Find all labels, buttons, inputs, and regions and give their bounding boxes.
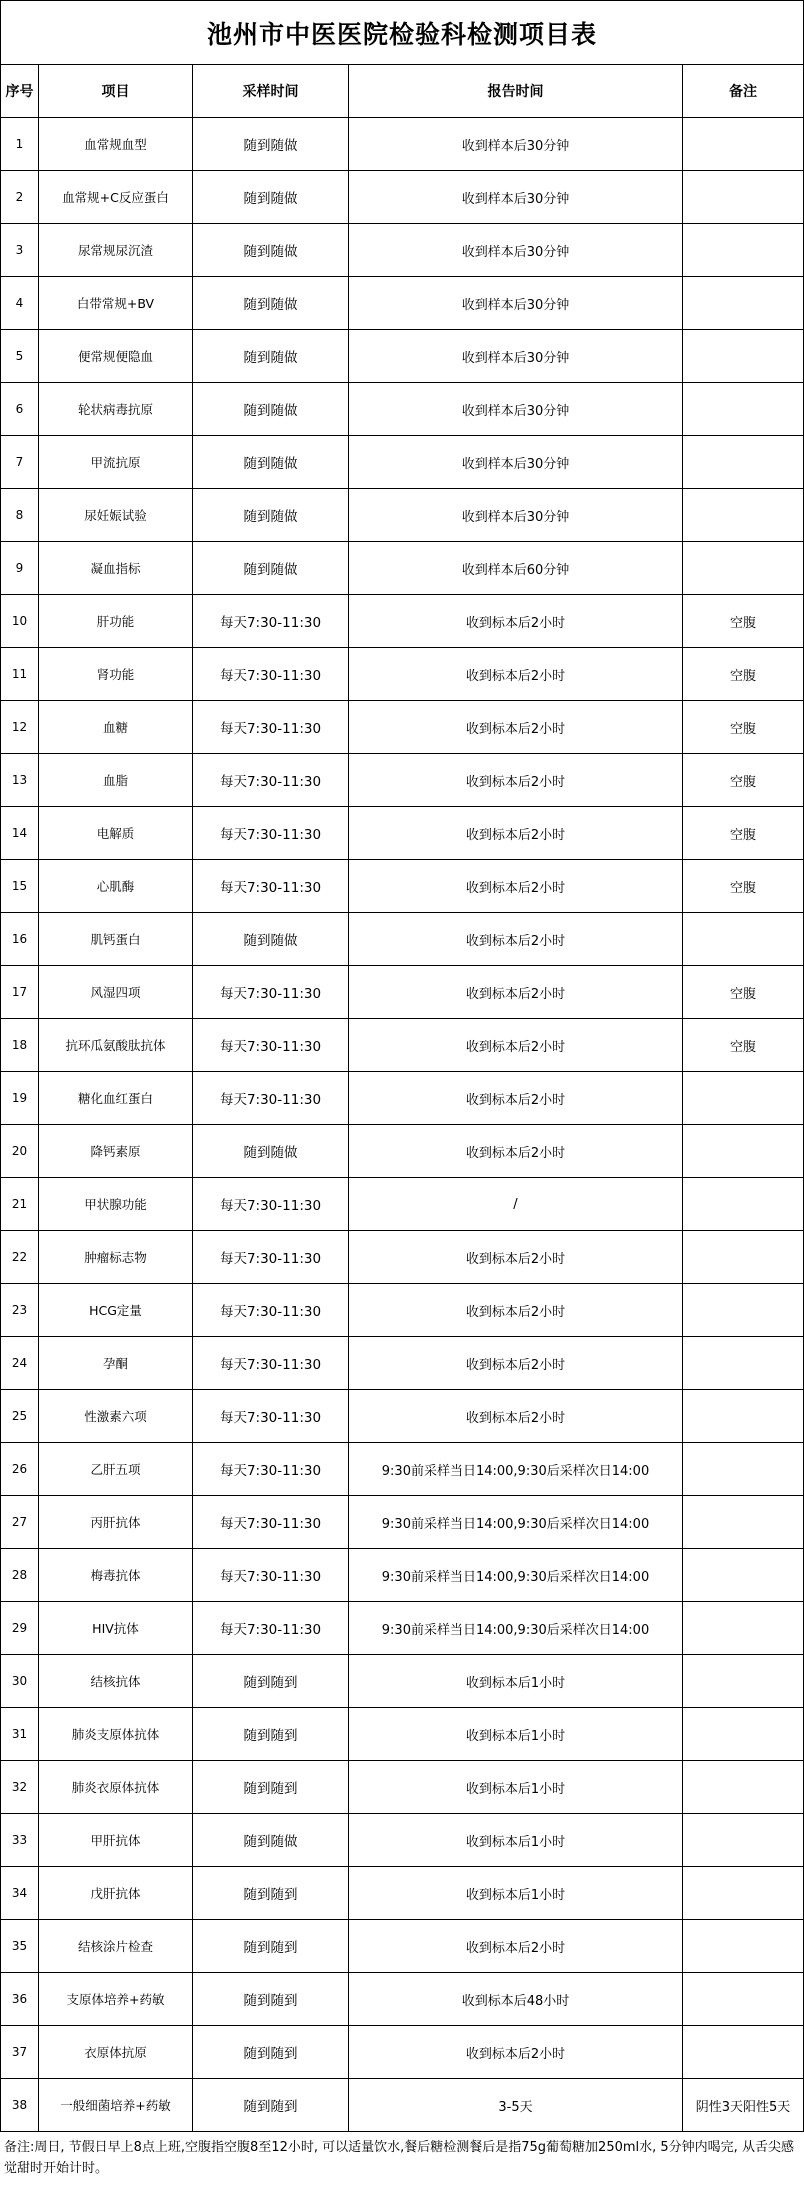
row-number-cell: 14 bbox=[1, 807, 39, 860]
test-item-cell: 肌钙蛋白 bbox=[39, 913, 193, 966]
sample-time-cell: 随到随做 bbox=[193, 542, 349, 595]
table-row bbox=[1, 1708, 804, 1761]
test-item-cell: 便常规便隐血 bbox=[39, 330, 193, 383]
table-row bbox=[1, 1761, 804, 1814]
report-time-cell: 收到标本后1小时 bbox=[349, 1761, 683, 1814]
report-time-cell: 3-5天 bbox=[349, 2079, 683, 2132]
report-time-cell: 收到标本后2小时 bbox=[349, 1072, 683, 1125]
table-row bbox=[1, 1337, 804, 1390]
report-time-cell: 收到样本后30分钟 bbox=[349, 330, 683, 383]
table-row bbox=[1, 542, 804, 595]
test-item-cell: 电解质 bbox=[39, 807, 193, 860]
row-number-cell: 7 bbox=[1, 436, 39, 489]
table-row bbox=[1, 1390, 804, 1443]
sample-time-cell: 随到随到 bbox=[193, 2026, 349, 2079]
test-item-cell: 肿瘤标志物 bbox=[39, 1231, 193, 1284]
report-time-cell: 9:30前采样当日14:00,9:30后采样次日14:00 bbox=[349, 1496, 683, 1549]
row-number-cell: 10 bbox=[1, 595, 39, 648]
report-time-cell: 收到标本后2小时 bbox=[349, 1337, 683, 1390]
row-number-cell: 2 bbox=[1, 171, 39, 224]
test-item-cell: 乙肝五项 bbox=[39, 1443, 193, 1496]
note-cell: 空腹 bbox=[683, 754, 804, 807]
report-time-cell: 收到样本后60分钟 bbox=[349, 542, 683, 595]
sheet-title: 池州市中医医院检验科检测项目表 bbox=[1, 1, 804, 65]
report-time-cell: 收到标本后1小时 bbox=[349, 1708, 683, 1761]
table-row bbox=[1, 1602, 804, 1655]
sample-time-cell: 随到随做 bbox=[193, 330, 349, 383]
row-number-cell: 8 bbox=[1, 489, 39, 542]
report-time-cell: 收到标本后2小时 bbox=[349, 913, 683, 966]
sample-time-cell: 随到随做 bbox=[193, 436, 349, 489]
test-item-cell: 血脂 bbox=[39, 754, 193, 807]
table-row bbox=[1, 1284, 804, 1337]
row-number-cell: 6 bbox=[1, 383, 39, 436]
row-number-cell: 27 bbox=[1, 1496, 39, 1549]
row-number-cell: 35 bbox=[1, 1920, 39, 1973]
note-cell bbox=[683, 224, 804, 277]
note-cell bbox=[683, 1920, 804, 1973]
sample-time-cell: 每天7:30-11:30 bbox=[193, 1072, 349, 1125]
header-sample-time: 采样时间 bbox=[193, 65, 349, 118]
note-cell bbox=[683, 171, 804, 224]
note-cell bbox=[683, 1867, 804, 1920]
sample-time-cell: 每天7:30-11:30 bbox=[193, 1284, 349, 1337]
report-time-cell: 收到标本后48小时 bbox=[349, 1973, 683, 2026]
row-number-cell: 21 bbox=[1, 1178, 39, 1231]
test-item-cell: 血糖 bbox=[39, 701, 193, 754]
test-item-cell: 降钙素原 bbox=[39, 1125, 193, 1178]
note-cell bbox=[683, 1761, 804, 1814]
sample-time-cell: 每天7:30-11:30 bbox=[193, 1337, 349, 1390]
test-item-cell: 糖化血红蛋白 bbox=[39, 1072, 193, 1125]
report-time-cell: 收到标本后2小时 bbox=[349, 648, 683, 701]
sample-time-cell: 每天7:30-11:30 bbox=[193, 1602, 349, 1655]
row-number-cell: 11 bbox=[1, 648, 39, 701]
report-time-cell: 收到标本后2小时 bbox=[349, 1125, 683, 1178]
table-row bbox=[1, 1019, 804, 1072]
row-number-cell: 36 bbox=[1, 1973, 39, 2026]
note-cell bbox=[683, 330, 804, 383]
note-cell bbox=[683, 1602, 804, 1655]
report-time-cell: 9:30前采样当日14:00,9:30后采样次日14:00 bbox=[349, 1602, 683, 1655]
test-item-cell: 肝功能 bbox=[39, 595, 193, 648]
row-number-cell: 26 bbox=[1, 1443, 39, 1496]
note-cell bbox=[683, 1125, 804, 1178]
table-row bbox=[1, 224, 804, 277]
note-cell bbox=[683, 1973, 804, 2026]
table-row bbox=[1, 436, 804, 489]
note-cell: 空腹 bbox=[683, 648, 804, 701]
row-number-cell: 20 bbox=[1, 1125, 39, 1178]
report-time-cell: 收到样本后30分钟 bbox=[349, 171, 683, 224]
table-row bbox=[1, 1178, 804, 1231]
table-row bbox=[1, 1655, 804, 1708]
note-cell: 空腹 bbox=[683, 860, 804, 913]
test-item-cell: 肺炎衣原体抗体 bbox=[39, 1761, 193, 1814]
report-time-cell: 9:30前采样当日14:00,9:30后采样次日14:00 bbox=[349, 1549, 683, 1602]
table-row bbox=[1, 913, 804, 966]
note-cell bbox=[683, 1072, 804, 1125]
note-cell bbox=[683, 1178, 804, 1231]
report-time-cell: 收到样本后30分钟 bbox=[349, 277, 683, 330]
row-number-cell: 4 bbox=[1, 277, 39, 330]
table-row bbox=[1, 754, 804, 807]
report-time-cell: 收到标本后2小时 bbox=[349, 1284, 683, 1337]
table-row bbox=[1, 1496, 804, 1549]
table-row bbox=[1, 966, 804, 1019]
row-number-cell: 19 bbox=[1, 1072, 39, 1125]
row-number-cell: 3 bbox=[1, 224, 39, 277]
test-item-cell: 梅毒抗体 bbox=[39, 1549, 193, 1602]
sample-time-cell: 随到随到 bbox=[193, 1867, 349, 1920]
sample-time-cell: 随到随做 bbox=[193, 913, 349, 966]
note-cell bbox=[683, 436, 804, 489]
table-row bbox=[1, 277, 804, 330]
test-item-cell: 甲状腺功能 bbox=[39, 1178, 193, 1231]
sample-time-cell: 随到随到 bbox=[193, 2079, 349, 2132]
table-row bbox=[1, 489, 804, 542]
row-number-cell: 15 bbox=[1, 860, 39, 913]
report-time-cell: 收到标本后2小时 bbox=[349, 2026, 683, 2079]
sample-time-cell: 每天7:30-11:30 bbox=[193, 966, 349, 1019]
table-row bbox=[1, 1443, 804, 1496]
header-no: 序号 bbox=[1, 65, 39, 118]
report-time-cell: 收到标本后2小时 bbox=[349, 1390, 683, 1443]
report-time-cell: 收到标本后2小时 bbox=[349, 860, 683, 913]
report-time-cell: 收到标本后2小时 bbox=[349, 701, 683, 754]
report-time-cell: 收到样本后30分钟 bbox=[349, 118, 683, 171]
sample-time-cell: 每天7:30-11:30 bbox=[193, 1390, 349, 1443]
footnote: 备注:周日, 节假日早上8点上班,空腹指空腹8至12小时, 可以适量饮水,餐后糖检测餐后是指75g葡萄糖加250ml水, 5分钟内喝完, 从舌尖感觉甜时开始计时。 bbox=[4, 2140, 794, 2176]
test-item-cell: 尿常规尿沉渣 bbox=[39, 224, 193, 277]
report-time-cell: 收到样本后30分钟 bbox=[349, 436, 683, 489]
table-row bbox=[1, 1814, 804, 1867]
report-time-cell: 收到样本后30分钟 bbox=[349, 383, 683, 436]
table-row bbox=[1, 1549, 804, 1602]
row-number-cell: 24 bbox=[1, 1337, 39, 1390]
test-item-cell: 衣原体抗原 bbox=[39, 2026, 193, 2079]
note-cell bbox=[683, 1655, 804, 1708]
sample-time-cell: 每天7:30-11:30 bbox=[193, 860, 349, 913]
table-row bbox=[1, 1973, 804, 2026]
sample-time-cell: 每天7:30-11:30 bbox=[193, 1549, 349, 1602]
report-time-cell: 9:30前采样当日14:00,9:30后采样次日14:00 bbox=[349, 1443, 683, 1496]
note-cell bbox=[683, 1708, 804, 1761]
test-item-cell: 抗环瓜氨酸肽抗体 bbox=[39, 1019, 193, 1072]
sample-time-cell: 每天7:30-11:30 bbox=[193, 648, 349, 701]
report-time-cell: 收到标本后2小时 bbox=[349, 1920, 683, 1973]
table-row bbox=[1, 171, 804, 224]
table-row bbox=[1, 807, 804, 860]
note-cell: 空腹 bbox=[683, 701, 804, 754]
note-cell bbox=[683, 277, 804, 330]
row-number-cell: 32 bbox=[1, 1761, 39, 1814]
table-row bbox=[1, 1867, 804, 1920]
sample-time-cell: 随到随做 bbox=[193, 118, 349, 171]
sample-time-cell: 每天7:30-11:30 bbox=[193, 1443, 349, 1496]
note-cell bbox=[683, 383, 804, 436]
report-time-cell: 收到标本后2小时 bbox=[349, 595, 683, 648]
row-number-cell: 30 bbox=[1, 1655, 39, 1708]
note-cell: 空腹 bbox=[683, 595, 804, 648]
row-number-cell: 23 bbox=[1, 1284, 39, 1337]
header-report-time: 报告时间 bbox=[349, 65, 683, 118]
table-row bbox=[1, 860, 804, 913]
row-number-cell: 5 bbox=[1, 330, 39, 383]
table-row bbox=[1, 118, 804, 171]
sample-time-cell: 随到随到 bbox=[193, 1655, 349, 1708]
note-cell bbox=[683, 1814, 804, 1867]
report-time-cell: 收到标本后2小时 bbox=[349, 754, 683, 807]
test-item-cell: 结核抗体 bbox=[39, 1655, 193, 1708]
note-cell bbox=[683, 1443, 804, 1496]
test-item-cell: 肾功能 bbox=[39, 648, 193, 701]
header-note: 备注 bbox=[683, 65, 804, 118]
row-number-cell: 25 bbox=[1, 1390, 39, 1443]
note-cell bbox=[683, 1284, 804, 1337]
table-row bbox=[1, 1125, 804, 1178]
sample-time-cell: 随到随做 bbox=[193, 224, 349, 277]
sample-time-cell: 随到随到 bbox=[193, 1973, 349, 2026]
sample-time-cell: 每天7:30-11:30 bbox=[193, 1231, 349, 1284]
test-item-cell: 戊肝抗体 bbox=[39, 1867, 193, 1920]
test-item-cell: 丙肝抗体 bbox=[39, 1496, 193, 1549]
note-cell bbox=[683, 1231, 804, 1284]
report-time-cell: / bbox=[349, 1178, 683, 1231]
test-item-cell: 凝血指标 bbox=[39, 542, 193, 595]
report-time-cell: 收到标本后1小时 bbox=[349, 1814, 683, 1867]
sample-time-cell: 每天7:30-11:30 bbox=[193, 1496, 349, 1549]
row-number-cell: 9 bbox=[1, 542, 39, 595]
row-number-cell: 34 bbox=[1, 1867, 39, 1920]
note-cell bbox=[683, 1496, 804, 1549]
sample-time-cell: 随到随做 bbox=[193, 383, 349, 436]
table-row bbox=[1, 701, 804, 754]
note-cell bbox=[683, 913, 804, 966]
table-row bbox=[1, 2026, 804, 2079]
sample-time-cell: 随到随到 bbox=[193, 1920, 349, 1973]
table-row bbox=[1, 1920, 804, 1973]
test-item-cell: 结核涂片检查 bbox=[39, 1920, 193, 1973]
sample-time-cell: 随到随做 bbox=[193, 489, 349, 542]
row-number-cell: 22 bbox=[1, 1231, 39, 1284]
test-item-cell: 肺炎支原体抗体 bbox=[39, 1708, 193, 1761]
sample-time-cell: 每天7:30-11:30 bbox=[193, 595, 349, 648]
report-time-cell: 收到标本后2小时 bbox=[349, 1231, 683, 1284]
header-item: 项目 bbox=[39, 65, 193, 118]
test-item-cell: 甲流抗原 bbox=[39, 436, 193, 489]
table-row bbox=[1, 595, 804, 648]
table-row bbox=[1, 2079, 804, 2132]
test-item-cell: 性激素六项 bbox=[39, 1390, 193, 1443]
test-item-cell: 支原体培养+药敏 bbox=[39, 1973, 193, 2026]
sample-time-cell: 随到随做 bbox=[193, 171, 349, 224]
note-cell bbox=[683, 118, 804, 171]
test-item-cell: 血常规血型 bbox=[39, 118, 193, 171]
row-number-cell: 16 bbox=[1, 913, 39, 966]
row-number-cell: 31 bbox=[1, 1708, 39, 1761]
note-cell: 空腹 bbox=[683, 1019, 804, 1072]
note-cell: 空腹 bbox=[683, 966, 804, 1019]
test-item-cell: 甲肝抗体 bbox=[39, 1814, 193, 1867]
sample-time-cell: 随到随到 bbox=[193, 1708, 349, 1761]
sample-time-cell: 随到随做 bbox=[193, 1125, 349, 1178]
sample-time-cell: 每天7:30-11:30 bbox=[193, 754, 349, 807]
sample-time-cell: 每天7:30-11:30 bbox=[193, 807, 349, 860]
test-item-cell: 心肌酶 bbox=[39, 860, 193, 913]
report-time-cell: 收到样本后30分钟 bbox=[349, 489, 683, 542]
test-item-cell: 一般细菌培养+药敏 bbox=[39, 2079, 193, 2132]
row-number-cell: 1 bbox=[1, 118, 39, 171]
note-cell bbox=[683, 1390, 804, 1443]
table-row bbox=[1, 648, 804, 701]
test-item-cell: 孕酮 bbox=[39, 1337, 193, 1390]
sample-time-cell: 每天7:30-11:30 bbox=[193, 701, 349, 754]
test-item-cell: 血常规+C反应蛋白 bbox=[39, 171, 193, 224]
report-time-cell: 收到标本后2小时 bbox=[349, 966, 683, 1019]
note-cell: 空腹 bbox=[683, 807, 804, 860]
report-time-cell: 收到标本后2小时 bbox=[349, 1019, 683, 1072]
test-item-cell: HIV抗体 bbox=[39, 1602, 193, 1655]
report-time-cell: 收到标本后2小时 bbox=[349, 807, 683, 860]
sample-time-cell: 每天7:30-11:30 bbox=[193, 1019, 349, 1072]
note-cell bbox=[683, 489, 804, 542]
report-time-cell: 收到标本后1小时 bbox=[349, 1655, 683, 1708]
sample-time-cell: 随到随做 bbox=[193, 277, 349, 330]
report-time-cell: 收到标本后1小时 bbox=[349, 1867, 683, 1920]
row-number-cell: 37 bbox=[1, 2026, 39, 2079]
sample-time-cell: 随到随到 bbox=[193, 1761, 349, 1814]
row-number-cell: 12 bbox=[1, 701, 39, 754]
note-cell bbox=[683, 1549, 804, 1602]
row-number-cell: 17 bbox=[1, 966, 39, 1019]
table-row bbox=[1, 330, 804, 383]
row-number-cell: 33 bbox=[1, 1814, 39, 1867]
test-item-cell: 白带常规+BV bbox=[39, 277, 193, 330]
note-cell: 阴性3天阳性5天 bbox=[683, 2079, 804, 2132]
row-number-cell: 29 bbox=[1, 1602, 39, 1655]
row-number-cell: 18 bbox=[1, 1019, 39, 1072]
report-time-cell: 收到样本后30分钟 bbox=[349, 224, 683, 277]
note-cell bbox=[683, 1337, 804, 1390]
test-item-cell: HCG定量 bbox=[39, 1284, 193, 1337]
table-row bbox=[1, 383, 804, 436]
table-row bbox=[1, 1231, 804, 1284]
table-row bbox=[1, 1072, 804, 1125]
sample-time-cell: 每天7:30-11:30 bbox=[193, 1178, 349, 1231]
test-item-cell: 轮状病毒抗原 bbox=[39, 383, 193, 436]
sample-time-cell: 随到随做 bbox=[193, 1814, 349, 1867]
note-cell bbox=[683, 2026, 804, 2079]
note-cell bbox=[683, 542, 804, 595]
row-number-cell: 38 bbox=[1, 2079, 39, 2132]
row-number-cell: 28 bbox=[1, 1549, 39, 1602]
test-item-cell: 尿妊娠试验 bbox=[39, 489, 193, 542]
row-number-cell: 13 bbox=[1, 754, 39, 807]
test-item-cell: 风湿四项 bbox=[39, 966, 193, 1019]
